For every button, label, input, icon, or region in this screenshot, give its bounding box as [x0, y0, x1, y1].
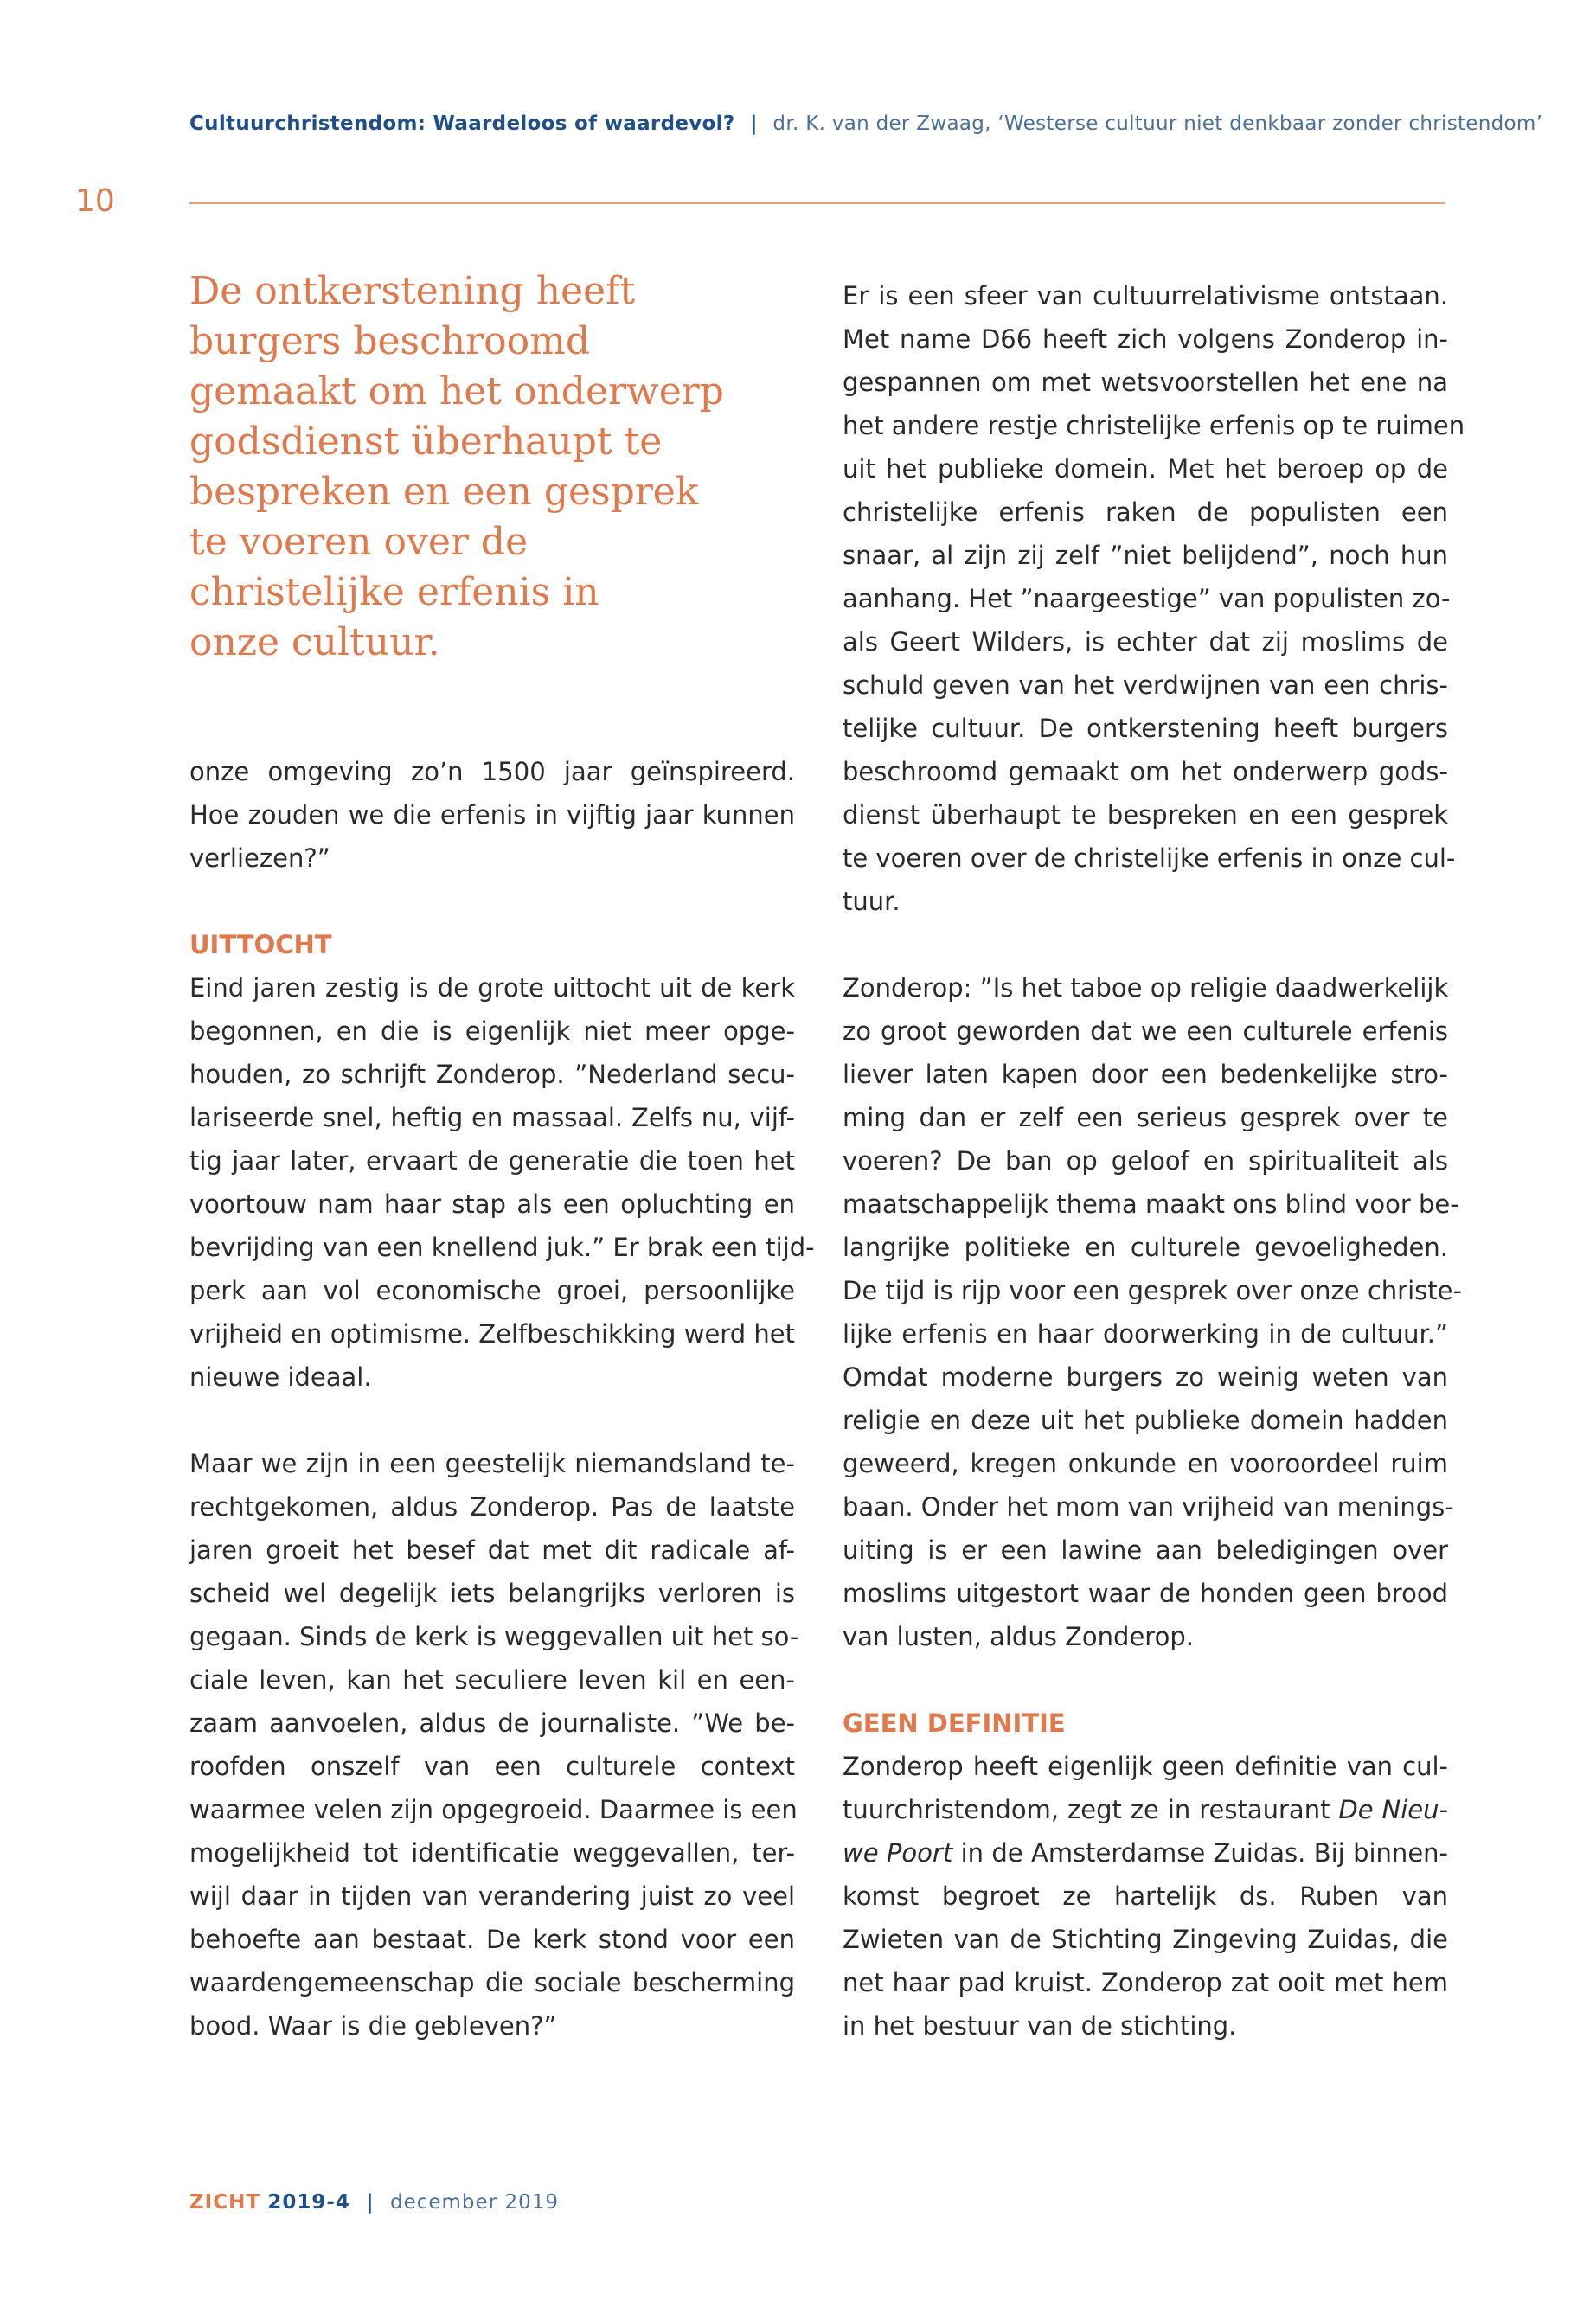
text-line: beschroomd gemaakt om het onderwerp gods- [843, 757, 1448, 786]
text-line: wijl daar in tijden van verandering juist zo veel [189, 1881, 795, 1911]
pull-quote-line: onze cultuur. [189, 620, 440, 664]
pull-quote-line: christelijke erfenis in [189, 570, 599, 614]
header-title: Cultuurchristendom: Waardeloos of waardevol? [189, 112, 735, 135]
text-line: christelijke erfenis raken de populisten een [843, 497, 1448, 527]
text-line: De tijd is rijp voor een gesprek over onze christe- [843, 1276, 1462, 1305]
text-line: dienst überhaupt te bespreken en een gesprek [843, 800, 1448, 830]
text-line: voortouw nam haar stap als een opluchting en [189, 1189, 795, 1219]
text-line: baan. Onder het mom van vrijheid van menings- [843, 1492, 1454, 1522]
text-line: Omdat moderne burgers zo weinig weten van [843, 1362, 1448, 1392]
text-line: zaam aanvoelen, aldus de journaliste. ”We be- [189, 1708, 795, 1738]
paragraph [843, 1745, 1448, 2048]
text-line: moslims uitgestort waar de honden geen brood [843, 1579, 1448, 1608]
paragraph [843, 274, 1465, 923]
text-line: gespannen om met wetsvoorstellen het ene na [843, 368, 1448, 397]
text-line: Eind jaren zestig is de grote uittocht uit de kerk [189, 973, 795, 1003]
pull-quote-line: gemaakt om het onderwerp [189, 369, 724, 413]
text-line: behoefte aan bestaat. De kerk stond voor een [189, 1925, 795, 1954]
text-line: voeren? De ban op geloof en spiritualiteit als [843, 1146, 1448, 1176]
restaurant-name-part: we Poort [843, 1838, 953, 1868]
text-line: Hoe zouden we die erfenis in vijftig jaar kunnen [189, 800, 795, 830]
pull-quote [189, 266, 795, 668]
text-line: uiting is er een lawine aan beledigingen over [843, 1535, 1448, 1565]
pull-quote-line: burgers beschroomd [189, 319, 591, 363]
text-line: te voeren over de christelijke erfenis in onze cul- [843, 843, 1456, 873]
text-line: uit het publieke domein. Met het beroep op de [843, 454, 1448, 484]
section-heading-uittocht: UITTOCHT [189, 930, 332, 959]
text-line: maatschappelijk thema maakt ons blind voor be- [843, 1189, 1459, 1219]
issue-number: 2019-4 [267, 2191, 350, 2214]
pull-quote-line: bespreken en een gesprek [189, 470, 699, 514]
header-subtitle: dr. K. van der Zwaag, ‘Westerse cultuur niet denkbaar zonder christendom’ [772, 112, 1543, 135]
paragraph [843, 966, 1462, 1658]
text-line: net haar pad kruist. Zonderop zat ooit met hem [843, 1968, 1448, 1997]
text-line: gegaan. Sinds de kerk is weggevallen uit het so- [189, 1622, 799, 1651]
text-line: houden, zo schrijft Zonderop. ”Nederland secu- [189, 1060, 795, 1089]
text-line: onze omgeving zo’n 1500 jaar geïnspireerd. [189, 757, 795, 786]
right-column [843, 274, 1465, 2048]
text-line: waardengemeenschap die sociale bescherming [189, 1968, 795, 1997]
text-line: perk aan vol economische groei, persoonlijke [189, 1276, 795, 1305]
text-line: ming dan er zelf een serieus gesprek over te [843, 1103, 1448, 1132]
text-line: Er is een sfeer van cultuurrelativisme ontstaan. [843, 281, 1448, 311]
section-heading-geen-definitie: GEEN DEFINITIE [843, 1708, 1066, 1738]
text-line: begonnen, en die is eigenlijk niet meer opge- [189, 1016, 795, 1046]
text-line: waarmee velen zijn opgegroeid. Daarmee is een [189, 1795, 798, 1824]
text-line: ciale leven, kan het seculiere leven kil en een- [189, 1665, 795, 1695]
paragraph [189, 966, 815, 1399]
text-line: scheid wel degelijk iets belangrijks verloren is [189, 1579, 795, 1608]
text-span: tuurchristendom, zegt ze in restaurant [843, 1795, 1339, 1824]
text-line: snaar, al zijn zij zelf ”niet belijdend”, noch hun [843, 541, 1448, 570]
text-line: liever laten kapen door een bedenkelijke stro- [843, 1060, 1448, 1089]
text-line: Maar we zijn in een geestelijk niemandsland te- [189, 1449, 795, 1478]
text-line: het andere restje christelijke erfenis op te ruimen [843, 411, 1465, 440]
text-line: van lusten, aldus Zonderop. [843, 1622, 1194, 1651]
text-line: bood. Waar is die gebleven?” [189, 2011, 557, 2041]
page-number: 10 [75, 183, 115, 219]
running-header [189, 112, 1543, 135]
text-line: geweerd, kregen onkunde en vooroordeel ruim [843, 1449, 1448, 1478]
paragraph [189, 1442, 799, 2048]
text-line: mogelijkheid tot identificatie weggevallen, ter- [189, 1838, 795, 1868]
text-line: als Geert Wilders, is echter dat zij moslims de [843, 627, 1448, 657]
text-line: aanhang. Het ”naargeestige” van populisten zo- [843, 584, 1451, 613]
text-line: vrijheid en optimisme. Zelfbeschikking werd het [189, 1319, 795, 1349]
text-line: komst begroet ze hartelijk ds. Ruben van [843, 1881, 1448, 1911]
text-line: telijke cultuur. De ontkerstening heeft burgers [843, 714, 1448, 743]
text-line [843, 1788, 1448, 1831]
text-line: rechtgekomen, aldus Zonderop. Pas de laatste [189, 1492, 795, 1522]
text-line: in het bestuur van de stichting. [843, 2011, 1237, 2041]
text-line: langrijke politieke en culturele gevoeligheden. [843, 1233, 1448, 1262]
text-line: lijke erfenis en haar doorwerking in de cultuur.” [843, 1319, 1448, 1349]
text-line: Zonderop: ”Is het taboe op religie daadwerkelijk [843, 973, 1449, 1003]
text-line: tuur. [843, 887, 901, 916]
text-line: nieuwe ideaal. [189, 1362, 372, 1392]
text-line: Met name D66 heeft zich volgens Zonderop in- [843, 324, 1448, 354]
text-line: zo groot geworden dat we een culturele erfenis [843, 1016, 1448, 1046]
text-line: lariseerde snel, heftig en massaal. Zelfs nu, vijf- [189, 1103, 795, 1132]
header-rule [189, 202, 1445, 204]
text-line: tig jaar later, ervaart de generatie die toen het [189, 1146, 795, 1176]
magazine-name: ZICHT [189, 2191, 261, 2214]
pull-quote-line: De ontkerstening heeft [189, 269, 636, 313]
text-span: in de Amsterdamse Zuidas. Bij binnen- [952, 1838, 1449, 1868]
paragraph [189, 750, 795, 880]
issue-date: december 2019 [389, 2191, 559, 2214]
text-line: roofden onszelf van een culturele context [189, 1752, 795, 1781]
pull-quote-line: te voeren over de [189, 520, 529, 564]
restaurant-name-part: De Nieu- [1338, 1795, 1448, 1824]
header-separator: | [750, 112, 758, 135]
footer-separator: | [366, 2191, 375, 2214]
text-line: schuld geven van het verdwijnen van een chris- [843, 670, 1448, 700]
footer [189, 2191, 559, 2214]
text-line: bevrijding van een knellend juk.” Er brak een tijd- [189, 1233, 815, 1262]
text-line: Zwieten van de Stichting Zingeving Zuidas, die [843, 1925, 1448, 1954]
text-line [843, 1831, 1448, 1875]
text-line: verliezen?” [189, 843, 330, 873]
text-line: Zonderop heeft eigenlijk geen definitie van cul- [843, 1752, 1448, 1781]
text-line: jaren groeit het besef dat met dit radicale af- [189, 1535, 795, 1565]
text-line: religie en deze uit het publieke domein hadden [843, 1406, 1448, 1435]
pull-quote-line: godsdienst überhaupt te [189, 420, 663, 464]
left-column [189, 750, 815, 2048]
